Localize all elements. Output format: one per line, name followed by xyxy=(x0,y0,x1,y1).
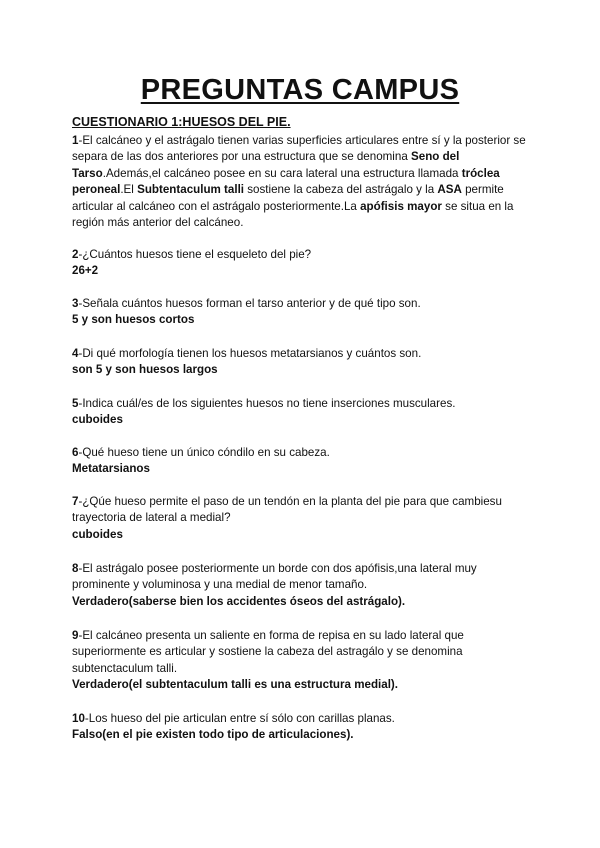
question-9 xyxy=(72,628,532,694)
question-4 xyxy=(72,346,532,379)
question-4-answer: son 5 y son huesos largos xyxy=(72,363,218,377)
question-8-answer: Verdadero(saberse bien los accidentes óseos del astrágalo). xyxy=(72,594,406,608)
question-10-answer: Falso(en el pie existen todo tipo de articulaciones). xyxy=(72,728,354,742)
question-6-text: 6-Qué hueso tiene un único cóndilo en su cabeza. xyxy=(72,446,330,459)
question-9-answer: Verdadero(el subtentaculum talli es una estructura medial). xyxy=(72,678,399,692)
question-8 xyxy=(72,561,532,610)
question-1 xyxy=(72,133,532,231)
question-10 xyxy=(72,711,532,744)
question-6-answer: Metatarsianos xyxy=(72,462,150,476)
quiz-subtitle: CUESTIONARIO 1:HUESOS DEL PIE. xyxy=(72,115,291,129)
question-3-answer: 5 y son huesos cortos xyxy=(72,313,195,327)
question-2 xyxy=(72,247,532,280)
question-7-answer: cuboides xyxy=(72,527,123,541)
question-2-answer: 26+2 xyxy=(72,264,99,278)
question-9-text: 9-El calcáneo presenta un saliente en forma de repisa en su lado lateral que superiormente es articular y sostiene la cabeza del astragálo y se denomina subtenctaculum talli. xyxy=(72,629,464,675)
question-6 xyxy=(72,445,532,478)
question-10-text: 10-Los hueso del pie articulan entre sí sólo con carillas planas. xyxy=(72,712,395,725)
question-3 xyxy=(72,296,532,329)
question-2-text: 2-¿Cuántos huesos tiene el esqueleto del pie? xyxy=(72,248,312,261)
question-8-text: 8-El astrágalo posee posteriormente un borde con dos apófisis,una lateral muy prominente y voluminosa y una medial de menor tamaño. xyxy=(72,562,477,592)
question-4-text: 4-Di qué morfología tienen los huesos metatarsianos y cuántos son. xyxy=(72,347,422,360)
question-1-text: 1-El calcáneo y el astrágalo tienen varias superficies articulares entre sí y la posterior se separa de las dos anteriores por una estructura que se denomina Seno del Tarso.Además,el calcáneo posee en su cara lateral una estructura llamada tróclea peroneal.El Subtentaculum talli sostiene la cabeza del astrágalo y la ASA permite articular al calcáneo con el astrágalo posteriormente.La apófisis mayor se situa en la región más anterior del calcáneo. xyxy=(72,134,526,230)
question-7-text: 7-¿Qúe hueso permite el paso de un tendón en la planta del pie para que cambiesu trayectoria de lateral a medial? xyxy=(72,495,502,525)
question-5 xyxy=(72,396,532,429)
question-5-text: 5-Indica cuál/es de los siguientes huesos no tiene inserciones musculares. xyxy=(72,397,456,410)
question-3-text: 3-Señala cuántos huesos forman el tarso anterior y de qué tipo son. xyxy=(72,297,421,310)
question-7 xyxy=(72,494,532,543)
page-title: PREGUNTAS CAMPUS xyxy=(140,74,460,106)
question-5-answer: cuboides xyxy=(72,413,123,427)
